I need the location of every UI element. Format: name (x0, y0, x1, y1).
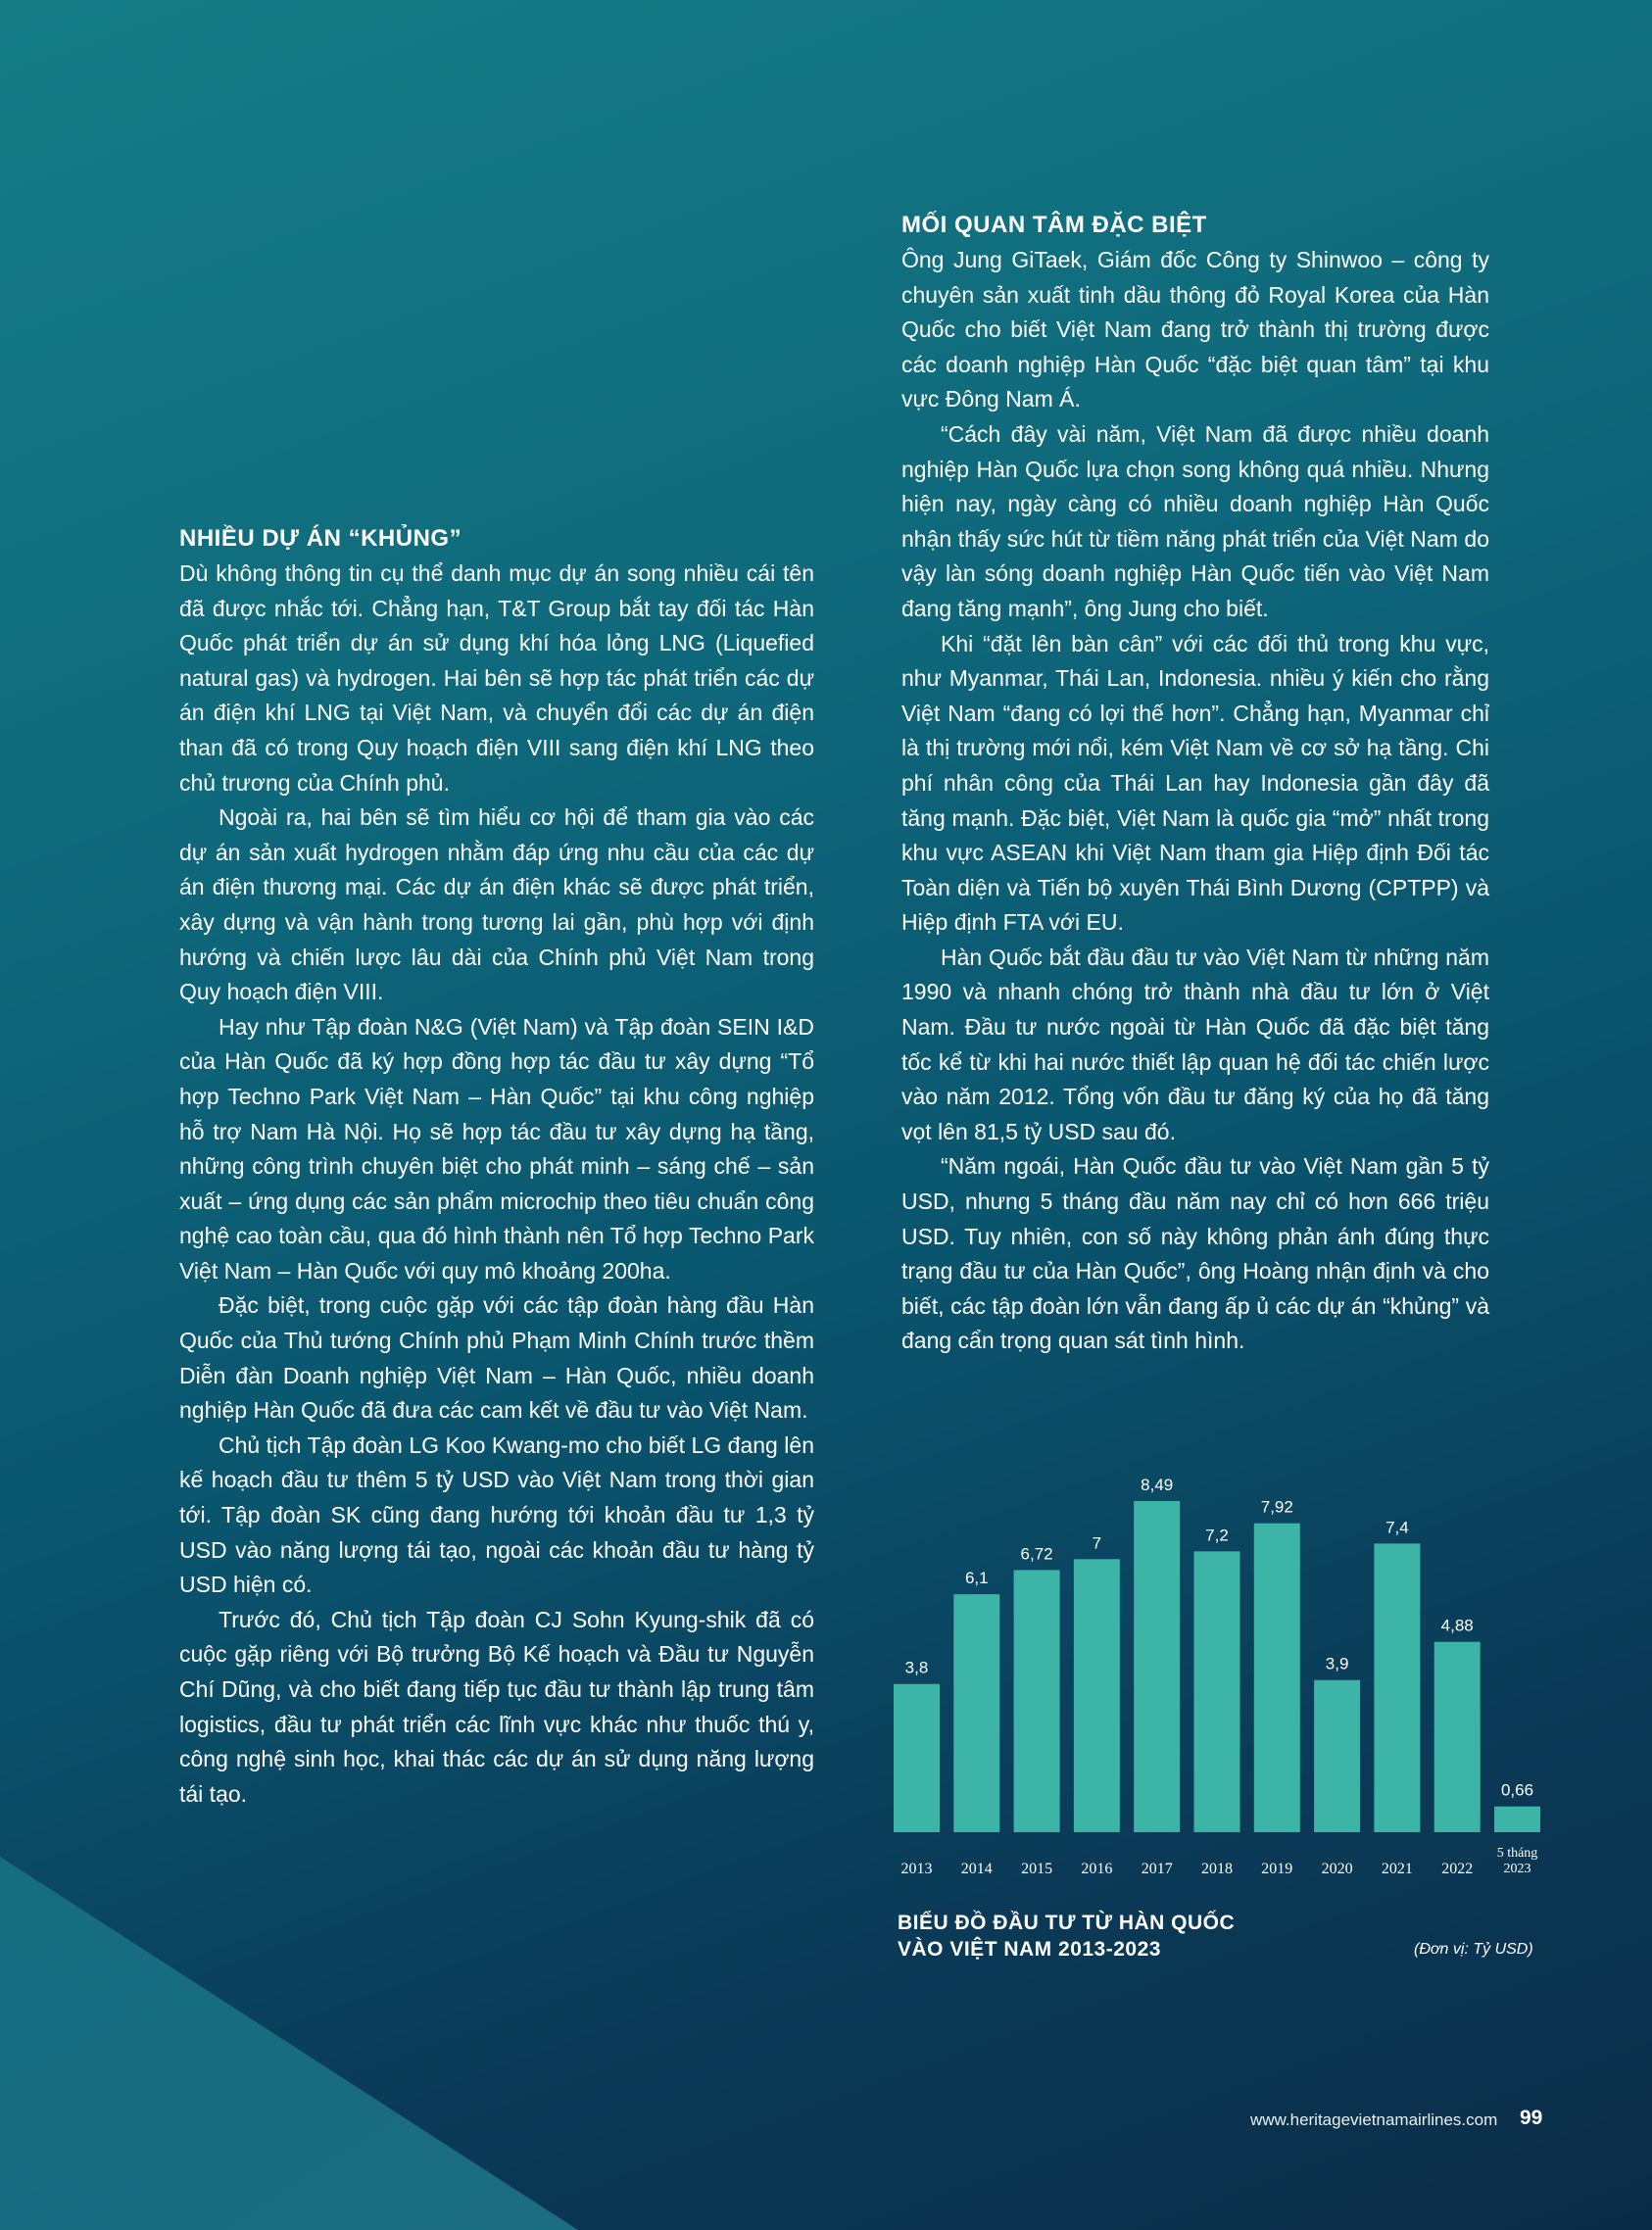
chart-bar (953, 1594, 999, 1832)
paragraph: Hàn Quốc bắt đầu đầu tư vào Việt Nam từ những năm 1990 và nhanh chóng trở thành nhà đầu tư lớn ở Việt Nam. Đầu tư nước ngoài từ Hàn Quốc đã đặc biệt tăng tốc kể từ khi hai nước thiết lập quan hệ đối tác chiến lược vào năm 2012. Tổng vốn đầu tư đăng ký của họ đã tăng vọt lên 81,5 tỷ USD sau đó. (901, 944, 1489, 1144)
chart-title-line: BIỂU ĐỒ ĐẦU TƯ TỪ HÀN QUỐC (898, 1912, 1236, 1934)
paragraph: Ông Jung GiTaek, Giám đốc Công ty Shinwoo – công ty chuyên sản xuất tinh dầu thông đỏ Royal Korea của Hàn Quốc cho biết Việt Nam đang trở thành thị trường được các doanh nghiệp Hàn Quốc “đặc biệt quan tâm” tại khu vực Đông Nam Á. (901, 247, 1489, 412)
chart-tick-label: 2019 (1261, 1861, 1293, 1877)
left-article-column (179, 521, 814, 1812)
chart-tick-label: 2016 (1081, 1861, 1113, 1877)
paragraph: Đặc biệt, trong cuộc gặp với các tập đoàn hàng đầu Hàn Quốc của Thủ tướng Chính phủ Phạm Minh Chính trước thềm Diễn đàn Doanh nghiệp Việt Nam – Hàn Quốc, nhiều doanh nghiệp Hàn Quốc đã đưa các cam kết về đầu tư vào Việt Nam. (179, 1292, 814, 1424)
paragraph: Ngoài ra, hai bên sẽ tìm hiểu cơ hội để tham gia vào các dự án sản xuất hydrogen nhằm đáp ứng nhu cầu của các dự án điện thương mại. Các dự án điện khác sẽ được phát triển, xây dựng và vận hành trong tương lai gần, phù hợp với định hướng và chiến lược lâu dài của Chính phủ Việt Nam trong Quy hoạch điện VIII. (179, 804, 814, 1005)
paragraph: “Cách đây vài năm, Việt Nam đã được nhiều doanh nghiệp Hàn Quốc lựa chọn song không quá nhiều. Nhưng hiện nay, ngày càng có nhiều doanh nghiệp Hàn Quốc nhận thấy sức hút từ tiềm năng phát triển của Việt Nam do vậy làn sóng doanh nghiệp Hàn Quốc tiến vào Việt Nam đang tăng mạnh”, ông Jung cho biết. (901, 420, 1489, 621)
chart-tick-label: 5 tháng (1496, 1846, 1538, 1861)
chart-tick-label: 2022 (1441, 1861, 1474, 1877)
right-article-column (901, 208, 1489, 1359)
paragraph: Trước đó, Chủ tịch Tập đoàn CJ Sohn Kyung-shik đã có cuộc gặp riêng với Bộ trưởng Bộ Kế hoạch và Đầu tư Nguyễn Chí Dũng, và cho biết đang tiếp tục đầu tư thành lập trung tâm logistics, đầu tư phát triển các lĩnh vực khác như thuốc thú y, công nghệ sinh học, khai thác các dự án sử dụng năng lượng tái tạo. (179, 1606, 814, 1807)
paragraph: Hay như Tập đoàn N&G (Việt Nam) và Tập đoàn SEIN I&D của Hàn Quốc đã ký hợp đồng hợp tác đầu tư xây dựng “Tổ hợp Techno Park Việt Nam – Hàn Quốc” tại khu công nghiệp hỗ trợ Nam Hà Nội. Họ sẽ hợp tác đầu tư xây dựng hạ tầng, những công trình chuyên biệt cho phát minh – sáng chế – sản xuất – ứng dụng các sản phẩm microchip theo tiêu chuẩn công nghệ cao toàn cầu, qua đó hình thành nên Tổ hợp Techno Park Việt Nam – Hàn Quốc với quy mô khoảng 200ha. (179, 1013, 814, 1284)
chart-tick-label: 2015 (1021, 1861, 1053, 1877)
chart-data-label: 7,4 (1385, 1518, 1409, 1537)
chart-data-label: 3,9 (1325, 1654, 1349, 1673)
chart-tick-label: 2023 (1503, 1862, 1531, 1876)
chart-bar (1374, 1543, 1420, 1832)
chart-data-label: 6,72 (1020, 1544, 1053, 1564)
chart-tick-label: 2014 (960, 1861, 993, 1877)
chart-unit-note: (Đơn vị: Tỷ USD) (1414, 1941, 1533, 1958)
investment-bar-chart (887, 1470, 1553, 1901)
chart-bar (1494, 1807, 1540, 1832)
chart-bar (1194, 1551, 1240, 1832)
page-number: 99 (1520, 2107, 1543, 2129)
chart-bar (894, 1684, 940, 1832)
chart-title-line: VÀO VIỆT NAM 2013-2023 (898, 1938, 1161, 1961)
chart-data-label: 7,2 (1205, 1526, 1229, 1545)
chart-data-label: 4,88 (1440, 1616, 1474, 1635)
section-heading-major-projects: NHIỀU DỰ ÁN “KHỦNG” (179, 525, 462, 552)
section-heading-special-interest: MỐI QUAN TÂM ĐẶC BIỆT (901, 212, 1207, 238)
footer-website-url: www.heritagevietnamairlines.com (1250, 2110, 1498, 2129)
chart-bar (1074, 1559, 1120, 1832)
chart-data-label: 7,92 (1260, 1497, 1293, 1517)
chart-tick-label: 2017 (1141, 1861, 1173, 1877)
paragraph: Khi “đặt lên bàn cân” với các đối thủ trong khu vực, như Myanmar, Thái Lan, Indonesia. nhiều ý kiến cho rằng Việt Nam “đang có lợi thế hơn”. Chẳng hạn, Myanmar chỉ là thị trường mới nổi, kém Việt Nam về cơ sở hạ tầng. Chi phí nhân công của Thái Lan hay Indonesia gần đây đã tăng mạnh. Đặc biệt, Việt Nam là quốc gia “mở” nhất trong khu vực ASEAN khi Việt Nam tham gia Hiệp định Đối tác Toàn diện và Tiến bộ xuyên Thái Bình Dương (CPTPP) và Hiệp định FTA với EU. (901, 630, 1489, 936)
chart-data-label: 7 (1092, 1533, 1102, 1553)
chart-tick-label: 2013 (900, 1861, 933, 1877)
chart-bar (1254, 1524, 1300, 1832)
paragraph: Dù không thông tin cụ thể danh mục dự án song nhiều cái tên đã được nhắc tới. Chẳng hạn, T&T Group bắt tay đối tác Hàn Quốc phát triển dự án sử dụng khí hóa lỏng LNG (Liquefied natural gas) và hydrogen. Hai bên sẽ hợp tác phát triển các dự án điện khí LNG tại Việt Nam, và chuyển đổi các dự án điện than đã có trong Quy hoạch điện VIII sang điện khí LNG theo chủ trương của Chính phủ. (179, 560, 814, 796)
paragraph: “Năm ngoái, Hàn Quốc đầu tư vào Việt Nam gần 5 tỷ USD, nhưng 5 tháng đầu năm nay chỉ có hơn 666 triệu USD. Tuy nhiên, con số này không phản ánh đúng thực trạng đầu tư của Hàn Quốc”, ông Hoàng nhận định và cho biết, các tập đoàn lớn vẫn đang ấp ủ các dự án “khủng” và đang cẩn trọng quan sát tình hình. (901, 1153, 1489, 1354)
chart-tick-label: 2020 (1321, 1861, 1353, 1877)
chart-tick-label: 2021 (1381, 1861, 1413, 1877)
chart-bar (1134, 1501, 1180, 1832)
chart-data-label: 8,49 (1141, 1476, 1174, 1494)
chart-bar (1314, 1680, 1360, 1832)
chart-bar (1014, 1570, 1060, 1832)
chart-tick-label: 2018 (1201, 1861, 1233, 1877)
chart-data-label: 6,1 (964, 1569, 989, 1588)
chart-data-label: 3,8 (904, 1658, 929, 1677)
paragraph: Chủ tịch Tập đoàn LG Koo Kwang-mo cho biết LG đang lên kế hoạch đầu tư thêm 5 tỷ USD vào Việt Nam trong thời gian tới. Tập đoàn SK cũng đang hướng tới khoản đầu tư 1,3 tỷ USD vào năng lượng tái tạo, ngoài các khoản đầu tư hàng tỷ USD hiện có. (179, 1431, 814, 1598)
chart-data-label: 0,66 (1500, 1780, 1534, 1800)
chart-bar (1434, 1642, 1481, 1832)
chart-title (898, 1910, 1235, 1963)
